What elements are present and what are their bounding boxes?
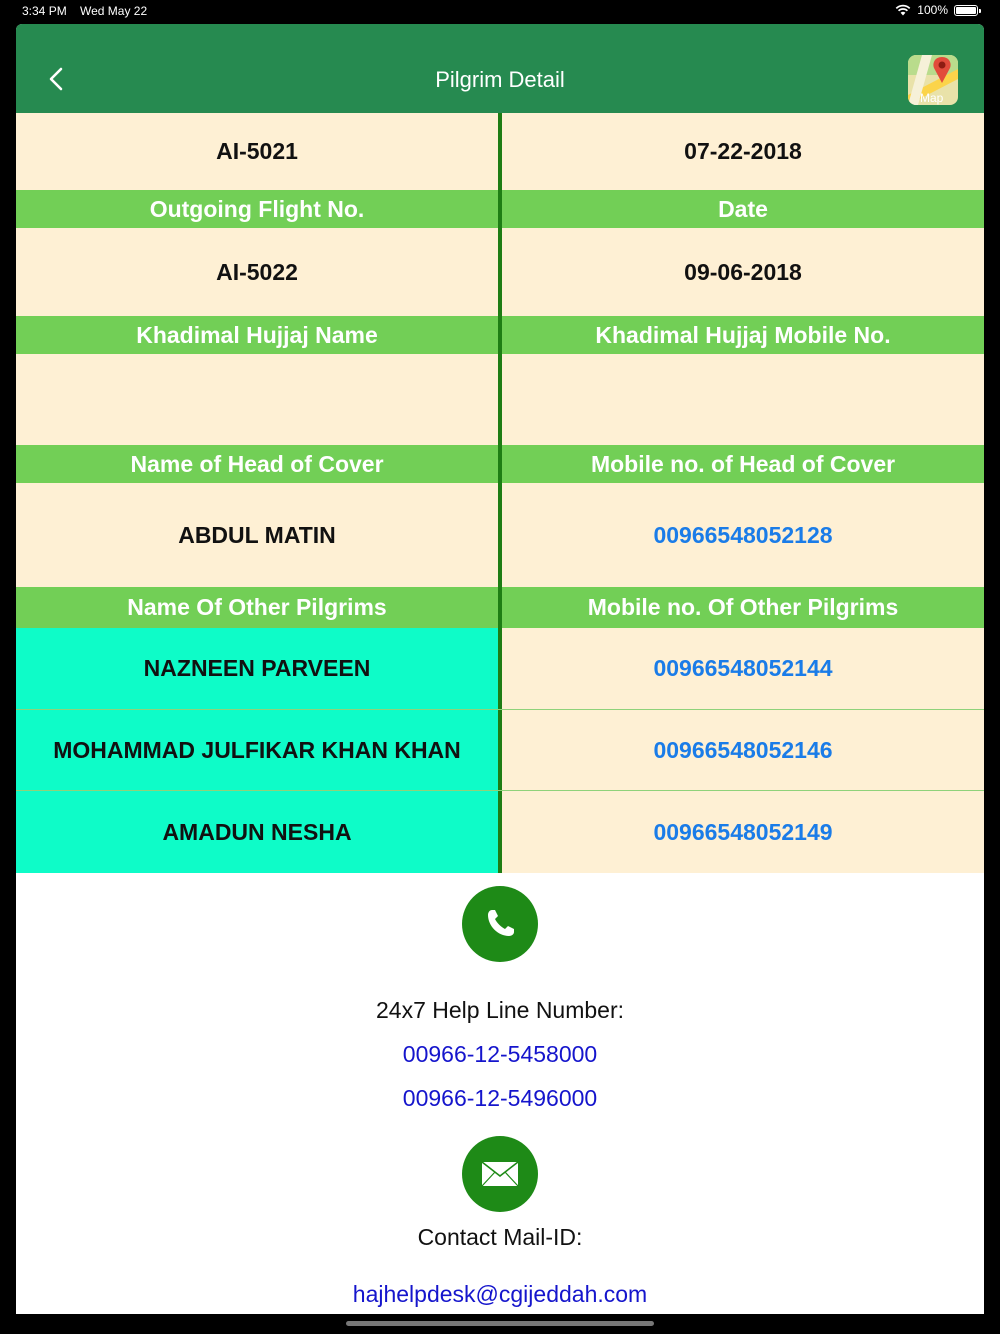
page-title: Pilgrim Detail <box>435 67 565 92</box>
other-pilgrims-header-row <box>16 587 984 628</box>
status-right <box>895 3 978 17</box>
other-pilgrims-name-header: Name Of Other Pilgrims <box>16 587 498 628</box>
mail-button[interactable] <box>462 1136 538 1212</box>
khadimal-row <box>16 354 984 445</box>
map-label: Map <box>920 91 944 105</box>
incoming-flight-number: AI-5021 <box>16 113 498 190</box>
pilgrim-mobile-link[interactable]: 00966548052144 <box>653 655 833 681</box>
khadimal-header-row <box>16 316 984 354</box>
wifi-icon <box>895 4 911 16</box>
home-indicator[interactable] <box>346 1321 654 1326</box>
pilgrim-mobile-cell <box>502 628 984 709</box>
helpline-label: 24x7 Help Line Number: <box>375 997 625 1023</box>
pilgrim-row <box>16 710 984 790</box>
outgoing-flight-number: AI-5022 <box>16 228 498 316</box>
nav-bar <box>16 24 984 113</box>
pilgrim-name: NAZNEEN PARVEEN <box>16 628 498 709</box>
incoming-flight-row <box>16 113 984 190</box>
battery-percent: 100% <box>917 3 948 17</box>
call-button[interactable] <box>462 886 538 962</box>
outgoing-flight-header: Outgoing Flight No. <box>16 190 498 228</box>
pilgrim-mobile-cell <box>502 710 984 790</box>
help-section <box>16 873 984 1314</box>
pilgrim-name: MOHAMMAD JULFIKAR KHAN KHAN <box>16 710 498 790</box>
pilgrim-row <box>16 628 984 709</box>
mail-label: Contact Mail-ID: <box>417 1224 583 1250</box>
khadimal-mobile-header: Khadimal Hujjaj Mobile No. <box>502 316 984 354</box>
status-date: Wed May 22 <box>80 4 148 18</box>
helpline-number-link[interactable]: 00966-12-5496000 <box>402 1085 598 1111</box>
head-of-cover-name-header: Name of Head of Cover <box>16 445 498 483</box>
map-icon <box>908 55 958 105</box>
head-of-cover-mobile-cell <box>502 483 984 587</box>
email-link[interactable]: hajhelpdesk@cgijeddah.com <box>352 1281 648 1307</box>
head-of-cover-mobile-header: Mobile no. of Head of Cover <box>502 445 984 483</box>
khadimal-name-header: Khadimal Hujjaj Name <box>16 316 498 354</box>
battery-icon <box>954 5 978 16</box>
pilgrim-mobile-link[interactable]: 00966548052149 <box>653 818 833 845</box>
head-of-cover-mobile-link[interactable]: 00966548052128 <box>653 521 833 548</box>
pilgrim-detail-screen <box>16 24 984 1314</box>
helpline-number-link[interactable]: 00966-12-5458000 <box>402 1041 598 1067</box>
other-pilgrims-mobile-header: Mobile no. Of Other Pilgrims <box>502 587 984 628</box>
khadimal-name <box>16 354 498 445</box>
pilgrim-name: AMADUN NESHA <box>16 791 498 873</box>
khadimal-mobile <box>502 354 984 445</box>
pilgrim-row <box>16 791 984 873</box>
head-of-cover-name: ABDUL MATIN <box>16 483 498 587</box>
pilgrim-mobile-link[interactable]: 00966548052146 <box>653 736 833 763</box>
outgoing-flight-row <box>16 228 984 316</box>
status-bar <box>0 0 1000 24</box>
mail-icon <box>479 1153 521 1195</box>
phone-icon <box>480 904 520 944</box>
head-of-cover-row <box>16 483 984 587</box>
incoming-flight-date: 07-22-2018 <box>502 113 984 190</box>
pilgrim-mobile-cell <box>502 791 984 873</box>
map-button[interactable] <box>908 55 958 105</box>
date-header: Date <box>502 190 984 228</box>
outgoing-header-row <box>16 190 984 228</box>
head-of-cover-header-row <box>16 445 984 483</box>
status-time: 3:34 PM <box>22 4 67 18</box>
outgoing-flight-date: 09-06-2018 <box>502 228 984 316</box>
